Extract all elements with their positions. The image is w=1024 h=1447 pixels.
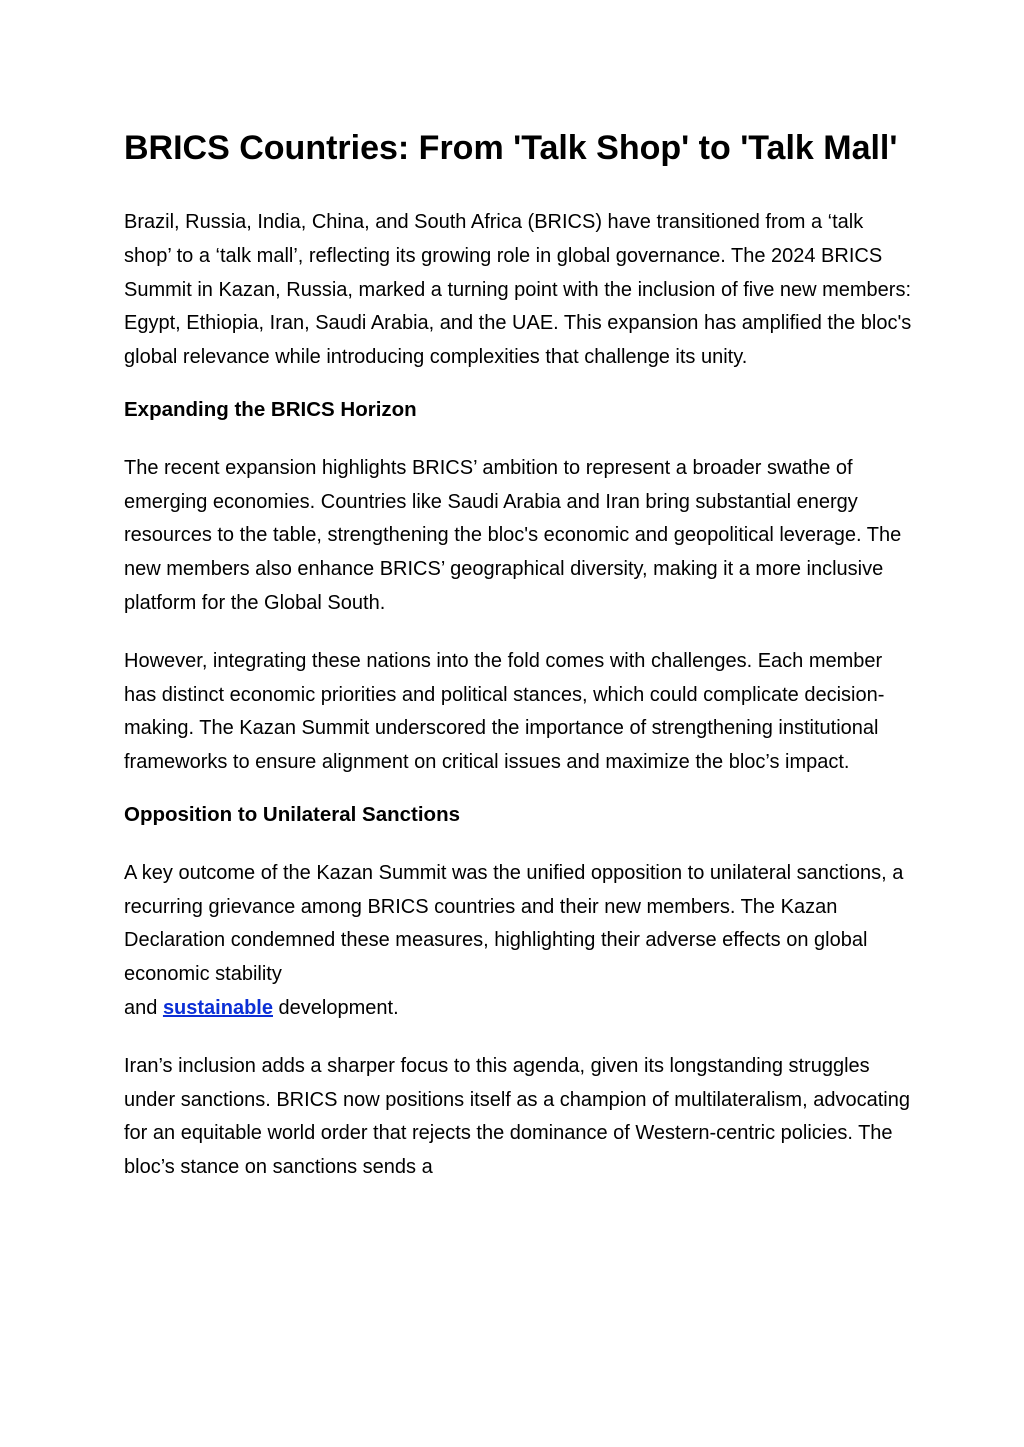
sustainable-link[interactable]: sustainable xyxy=(162,996,273,1019)
sanctions-text: A key outcome of the Kazan Summit was the unified opposition to unilateral sanctions, a recurring grievance among BRICS countries and their new members. The Kazan Declaration condemned these measures, highlighting their adverse effects on global economic stability xyxy=(124,861,904,986)
sanctions-and-text: and xyxy=(124,996,158,1019)
paragraph-expansion: The recent expansion highlights BRICS’ ambition to represent a broader swathe of emerging economies. Countries like Saudi Arabia and Iran bring substantial energy resources to the table, strengthening the bloc's economic and geopolitical leverage. The new members also enhance BRICS’ geographical diversity, making it a more inclusive platform for the Global South. xyxy=(124,456,902,614)
paragraph-challenges: However, integrating these nations into the fold comes with challenges. Each member has distinct economic priorities and political stances, which could complicate decision-making. The Kazan Summit underscored the importance of strengthening institutional frameworks to ensure alignment on critical issues and maximize the bloc’s impact. xyxy=(124,649,885,774)
section-heading-expanding: Expanding the BRICS Horizon xyxy=(124,397,417,421)
article-title: BRICS Countries: From 'Talk Shop' to 'Talk Mall' xyxy=(124,129,898,167)
sanctions-after-text: development. xyxy=(278,996,399,1019)
paragraph-sanctions-outcome xyxy=(124,857,914,1026)
section-heading-opposition: Opposition to Unilateral Sanctions xyxy=(124,802,460,826)
intro-paragraph: Brazil, Russia, India, China, and South Africa (BRICS) have transitioned from a ‘talk shop’ to a ‘talk mall’, reflecting its growing role in global governance. The 2024 BRICS Summit in Kazan, Russia, marked a turning point with the inclusion of five new members: Egypt, Ethiopia, Iran, Saudi Arabia, and the UAE. This expansion has amplified the bloc's global relevance while introducing complexities that challenge its unity. xyxy=(124,211,912,369)
document-page xyxy=(124,118,914,1185)
paragraph-iran: Iran’s inclusion adds a sharper focus to this agenda, given its longstanding struggles under sanctions. BRICS now positions itself as a champion of multilateralism, advocating for an equitable world order that rejects the dominance of Western-centric policies. The bloc’s stance on sanctions sends a xyxy=(124,1054,910,1179)
